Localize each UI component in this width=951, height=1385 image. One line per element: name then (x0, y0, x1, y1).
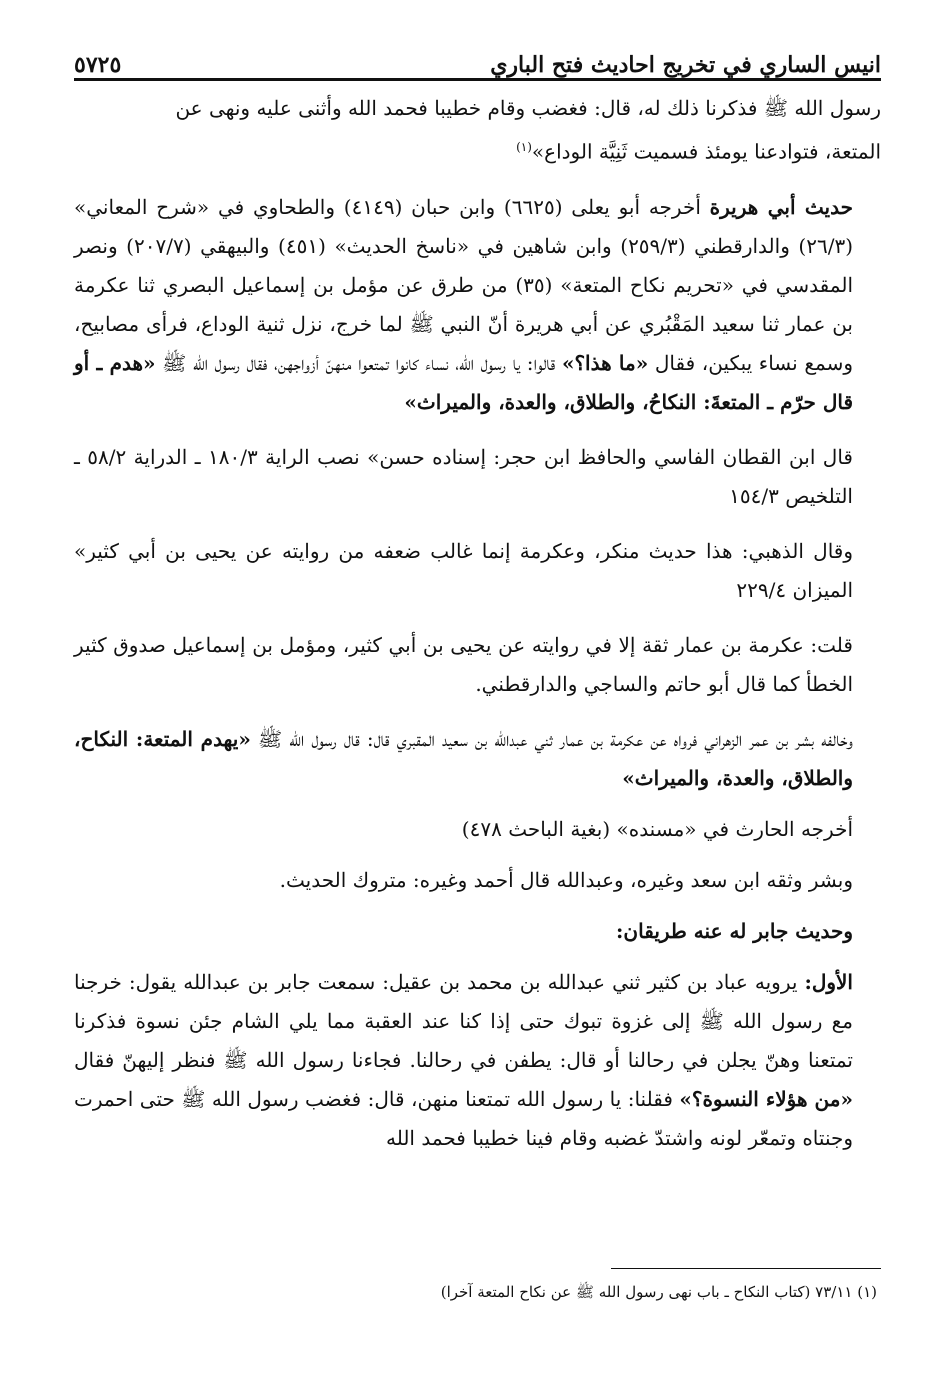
paragraph-1-line-2: المتعة، فتوادعنا يومئذ فسميت ثَنِيَّة الوداع» (531, 139, 881, 164)
section-heading-jabir: وحديث جابر له عنه طريقان: (616, 918, 853, 943)
paragraph-5: قلت: عكرمة بن عمار ثقة إلا في روايته عن يحيى بن أبي كثير، ومؤمل بن إسماعيل صدوق كثير الخطأ كما قال أبو حاتم والساجي والدارقطني. (74, 632, 853, 696)
paragraph-4: وقال الذهبي: هذا حديث منكر، وعكرمة إنما غالب ضعفه من روايته عن يحيى بن أبي كثير» الميزان ٢٢٩/٤ (74, 538, 853, 602)
main-text (74, 89, 881, 1158)
paragraph-8: وبشر وثقه ابن سعد وغيره، وعبدالله قال أحمد وغيره: متروك الحديث. (279, 867, 853, 892)
footnote-ref-1[interactable]: (١) (516, 140, 532, 154)
quote-hadama: «هدم ـ أو قال حرّم ـ المتعةَ: النكاحُ، والطلاق، والعدة، والميراث» (74, 350, 853, 414)
quote-yahdimu: «يهدم المتعة: النكاح، والطلاق، والعدة، والميراث» (74, 726, 853, 790)
paragraph-6-text: وخالفه بشر بن عمر الزهراني فرواه عن عكرمة بن عمار ثني عبدالله بن سعيد المقبري قال: قال رسول الله ﷺ (250, 726, 853, 751)
paragraph-3: قال ابن القطان الفاسي والحافظ ابن حجر: إسناده حسن» نصب الراية ١٨٠/٣ ـ الدراية ٥٨/٢ ـ التلخيص ١٥٤/٣ (74, 444, 853, 508)
paragraph-2-text: أخرجه أبو يعلى (٦٦٢٥) وابن حبان (٤١٤٩) والطحاوي في «شرح المعاني» (٢٦/٣) والدارقطني (٢٥٩/٣) وابن شاهين في «ناسخ الحديث» (٤٥١) والبيهقي (٢٠٧/٧) ونصر المقدسي في «تحريم نكاح المتعة» (٣٥) من طرق عن مؤمل بن إسماعيل البصري ثنا عكرمة بن عمار ثنا سعيد المَقْبُري عن أبي هريرة أنّ النبي ﷺ لما خرج، نزل ثنية الوداع، فرأى مصابيح، وسمع نساء يبكين، فقال (74, 194, 854, 375)
footnote-1: (١) ٧٣/١١ (كتاب النكاح ـ باب نهى رسول الله ﷺ عن نكاح المتعة آخرا) (440, 1283, 877, 1301)
paragraph-10-text: يرويه عباد بن كثير ثني عبدالله بن محمد بن عقيل: سمعت جابر بن عبدالله يقول: خرجنا مع رسول الله ﷺ إلى غزوة تبوك حتى إذا كنا عند العقبة مما يلي الشام جئن نسوة فذكرنا تمتعنا وهنّ يجلن في رحالنا أو قال: يطفن في رحالنا. فجاءنا رسول الله ﷺ فنظر إليهنّ فقال (74, 969, 853, 1072)
page-number: ٥٧٢٥ (74, 52, 122, 78)
running-header (74, 38, 881, 81)
paragraph-2 (74, 188, 881, 422)
book-title: انيس الساري في تخريج احاديث فتح الباري (490, 52, 881, 78)
paragraph-1-line-1: رسول الله ﷺ فذكرنا ذلك له، قال: فغضب وقام خطيبا فحمد الله وأثنى عليه ونهى عن (175, 96, 881, 120)
paragraph-1 (74, 89, 881, 172)
paragraph-10 (74, 963, 881, 1158)
paragraph-6 (74, 720, 881, 798)
quote-ma-hadha: «ما هذا؟» (561, 350, 649, 375)
quote-man-haula: «من هؤلاء النسوة؟» (679, 1086, 853, 1111)
paragraph-7: أخرجه الحارث في «مسنده» (بغية الباحث ٤٧٨) (461, 816, 853, 841)
paragraph-10-end: فقلنا: يا رسول الله تمتعنا منهن، قال: فغضب رسول الله ﷺ حتى احمرت وجنتاه وتمعّر لونه واشتدّ غضبه وقام فينا خطيبا فحمد الله (74, 1086, 853, 1150)
footnote-divider (611, 1268, 881, 1269)
paragraph-2-mid: قالوا: يا رسول الله، نساء كانوا تمتعوا منهنّ أزواجهن، فقال رسول الله ﷺ (155, 350, 562, 375)
hadith-heading: حديث أبي هريرة (709, 194, 853, 219)
first-route-label: الأول: (804, 969, 853, 994)
